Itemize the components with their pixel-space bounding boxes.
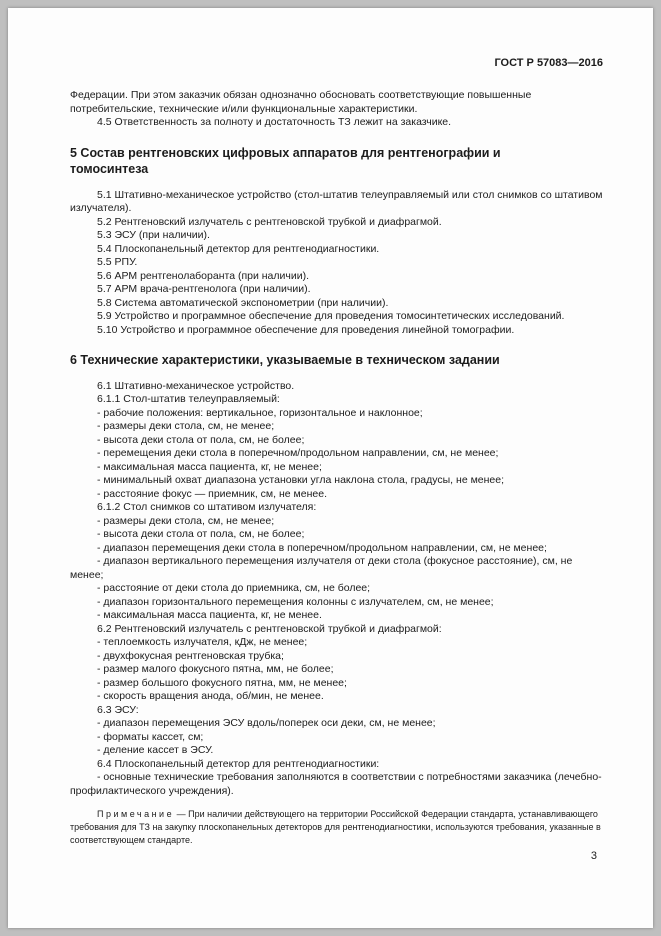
note-label: Примечание xyxy=(97,809,175,819)
section-6-item: - диапазон горизонтального перемещения колонны с излучателем, см, не менее; xyxy=(97,595,494,608)
section-6-item: - максимальная масса пациента, кг, не менее; xyxy=(97,460,322,473)
section-5-list xyxy=(70,189,603,338)
section-6-item: - теплоемкость излучателя, кДж, не менее; xyxy=(97,636,308,648)
body-paragraph-continuation: Федерации. При этом заказчик обязан однозначно обосновать соответствующие повышенные потребительские, технические и/или функциональные характеристики. xyxy=(70,89,532,115)
note-text: — При наличии действующего на территории Российской Федерации стандарта, устанавливающего требования для ТЗ на закупку плоскопанельных детекторов для рентгенодиагностики, используются требования, указанные в соответствующем стандарте. xyxy=(70,809,601,845)
section-6-item: - основные технические требования заполняются в соответствии с потребностями заказчика (лечебно-профилактического учреждения). xyxy=(70,771,602,797)
section-6-item: - максимальная масса пациента, кг, не менее. xyxy=(97,609,322,621)
section-6-item: 6.1 Штативно-механическое устройство. xyxy=(97,379,295,392)
section-6-item: - высота деки стола от пола, см, не более; xyxy=(97,433,305,446)
section-6-item: - расстояние от деки стола до приемника, см, не более; xyxy=(97,582,371,594)
section-6-item: 6.3 ЭСУ: xyxy=(97,703,139,716)
section-6-item: - расстояние фокус — приемник, см, не менее. xyxy=(97,487,327,500)
section-6-item: - скорость вращения анода, об/мин, не менее. xyxy=(97,690,324,702)
note xyxy=(70,808,603,847)
section-5-item: 5.7 АРМ врача-рентгенолога (при наличии). xyxy=(97,283,311,295)
section-5-item: 5.5 РПУ. xyxy=(97,256,138,268)
section-5-item: 5.6 АРМ рентгенолаборанта (при наличии). xyxy=(97,269,309,282)
section-5-item: 5.8 Система автоматической экспонометрии (при наличии). xyxy=(97,296,389,309)
section-6-item: - диапазон перемещения ЭСУ вдоль/поперек оси деки, см, не менее; xyxy=(97,717,436,729)
section-5-item: 5.2 Рентгеновский излучатель с рентгеновской трубкой и диафрагмой. xyxy=(97,215,442,228)
section-5-item: 5.3 ЭСУ (при наличии). xyxy=(97,229,210,241)
section-6-item: - высота деки стола от пола, см, не более; xyxy=(97,528,305,540)
section-5-item: 5.1 Штативно-механическое устройство (стол-штатив телеуправляемый или стол снимков со штативом излучателя). xyxy=(70,188,603,214)
section-6-item: 6.1.1 Стол-штатив телеуправляемый: xyxy=(97,393,280,405)
section-6-item: - размеры деки стола, см, не менее; xyxy=(97,514,275,527)
section-6-item: - размер малого фокусного пятна, мм, не более; xyxy=(97,663,334,675)
section-5-item: 5.10 Устройство и программное обеспечение для проведения линейной томографии. xyxy=(97,323,515,336)
section-6-item: - двухфокусная рентгеновская трубка; xyxy=(97,649,284,662)
section-6-item: - рабочие положения: вертикальное, горизонтальное и наклонное; xyxy=(97,406,423,419)
section-6-item: - перемещения деки стола в поперечном/продольном направлении, см, не менее; xyxy=(97,447,499,459)
page-number: 3 xyxy=(590,850,597,862)
section-6-item: - деление кассет в ЭСУ. xyxy=(97,744,214,756)
section-5-item: 5.9 Устройство и программное обеспечение для проведения томосинтетических исследований. xyxy=(97,310,565,322)
section-6-heading: 6 Технические характеристики, указываемые в техническом задании xyxy=(70,353,500,367)
section-6-item: - диапазон перемещения деки стола в поперечном/продольном направлении, см, не менее; xyxy=(97,541,547,554)
section-5-item: 5.4 Плоскопанельный детектор для рентгенодиагностики. xyxy=(97,242,380,255)
section-6-item: - диапазон вертикального перемещения излучателя от деки стола (фокусное расстояние), см, не менее; xyxy=(70,555,573,581)
running-header xyxy=(70,56,603,71)
section-6-item: 6.4 Плоскопанельный детектор для рентгенодиагностики: xyxy=(97,757,380,770)
body-paragraph-4-5: 4.5 Ответственность за полноту и достаточность ТЗ лежит на заказчике. xyxy=(97,116,452,128)
section-6-item: 6.1.2 Стол снимков со штативом излучателя: xyxy=(97,501,317,513)
section-6-item: 6.2 Рентгеновский излучатель с рентгеновской трубкой и диафрагмой: xyxy=(97,622,442,635)
section-6-item: - размеры деки стола, см, не менее; xyxy=(97,420,275,432)
section-6-item: - форматы кассет, см; xyxy=(97,730,204,743)
section-6-item: - размер большого фокусного пятна, мм, не менее; xyxy=(97,676,347,689)
section-6-list xyxy=(70,380,603,799)
document-number: ГОСТ Р 57083—2016 xyxy=(494,57,603,69)
document-page xyxy=(8,8,653,928)
section-5-heading: 5 Состав рентгеновских цифровых аппаратов для рентгенографии и томосинтеза xyxy=(70,145,501,176)
section-6-item: - минимальный охват диапазона установки угла наклона стола, градусы, не менее; xyxy=(97,474,505,486)
